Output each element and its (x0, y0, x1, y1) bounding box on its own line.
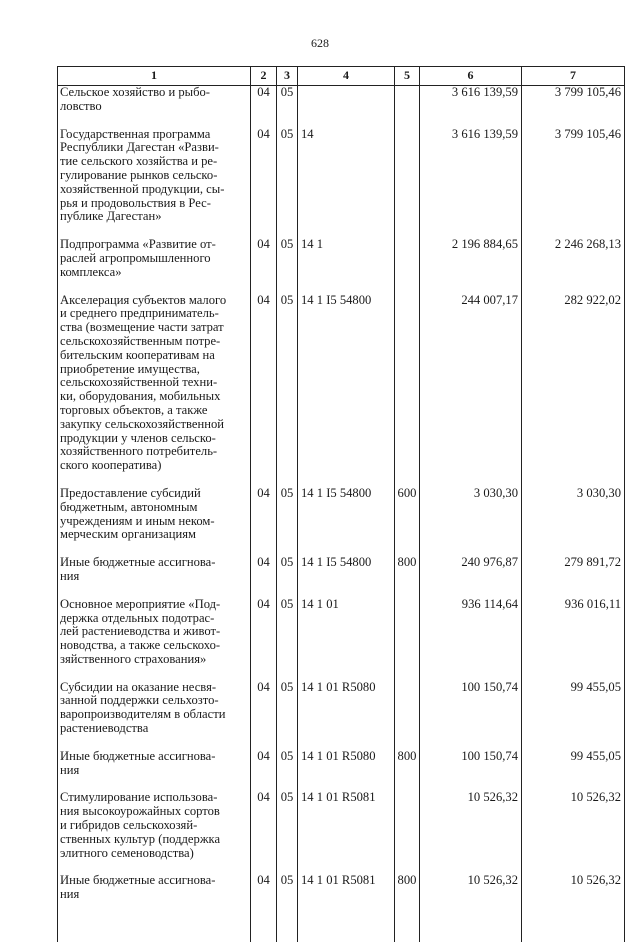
amount-year-1: 3 616 139,59 (420, 86, 522, 128)
expense-type-code (395, 128, 420, 239)
row-name (58, 598, 251, 681)
amount-year-1: 240 976,87 (420, 556, 522, 598)
row-name-line: Сельское хозяйство и рыбо- (60, 85, 210, 99)
col-header-3: 3 (277, 67, 298, 86)
amount-year-2: 279 891,72 (522, 556, 625, 598)
row-name-line: приобретение имущества, (60, 362, 200, 376)
amount-year-1: 244 007,17 (420, 294, 522, 487)
col-header-5: 5 (395, 67, 420, 86)
amount-year-2: 3 799 105,46 (522, 128, 625, 239)
target-article-code: 14 1 I5 54800 (298, 556, 395, 598)
amount-year-2: 3 030,30 (522, 487, 625, 556)
amount-year-2: 282 922,02 (522, 294, 625, 487)
row-name-line: ского кооператива) (60, 458, 161, 472)
amount-year-2: 10 526,32 (522, 791, 625, 874)
row-name-line: занной поддержки сельхозто- (60, 693, 219, 707)
row-name-line: Предоставление субсидий (60, 486, 201, 500)
col-header-6: 6 (420, 67, 522, 86)
table-body (58, 86, 625, 942)
subsection-code: 05 (277, 128, 298, 239)
row-name-line: бюджетным, автономным (60, 500, 197, 514)
row-name (58, 238, 251, 293)
target-article-code: 14 1 01 (298, 598, 395, 681)
target-article-code: 14 (298, 128, 395, 239)
row-name-line: и гибридов сельскохозяй- (60, 818, 197, 832)
expense-type-code: 800 (395, 874, 420, 916)
table-row (58, 294, 625, 487)
page-number: 628 (0, 36, 640, 51)
target-article-code: 14 1 (298, 238, 395, 293)
budget-table (57, 66, 625, 942)
table-row (58, 598, 625, 681)
row-name-line: держка отдельных подотрас- (60, 611, 214, 625)
empty-cell (395, 916, 420, 942)
col-header-7: 7 (522, 67, 625, 86)
row-name-line: ственных культур (поддержка (60, 832, 220, 846)
row-name-line: тие сельского хозяйства и ре- (60, 154, 217, 168)
subsection-code: 05 (277, 750, 298, 792)
subsection-code: 05 (277, 556, 298, 598)
expense-type-code (395, 294, 420, 487)
table-row (58, 86, 625, 128)
section-code: 04 (251, 874, 277, 916)
row-name-line: публике Дагестан» (60, 209, 162, 223)
expense-type-code (395, 681, 420, 750)
row-name-line: гулирование рынков сельско- (60, 168, 217, 182)
amount-year-1: 3 030,30 (420, 487, 522, 556)
section-code: 04 (251, 86, 277, 128)
target-article-code: 14 1 I5 54800 (298, 487, 395, 556)
row-name-line: ства (возмещение части затрат (60, 320, 224, 334)
table-row (58, 750, 625, 792)
section-code: 04 (251, 598, 277, 681)
row-name-line: Иные бюджетные ассигнова- (60, 873, 215, 887)
col-header-2: 2 (251, 67, 277, 86)
target-article-code: 14 1 I5 54800 (298, 294, 395, 487)
row-name (58, 86, 251, 128)
target-article-code: 14 1 01 R5080 (298, 750, 395, 792)
row-name-line: ния (60, 887, 79, 901)
col-header-4: 4 (298, 67, 395, 86)
subsection-code: 05 (277, 86, 298, 128)
table-row (58, 487, 625, 556)
empty-cell (58, 916, 251, 942)
amount-year-2: 99 455,05 (522, 750, 625, 792)
row-name (58, 681, 251, 750)
target-article-code (298, 86, 395, 128)
amount-year-1: 3 616 139,59 (420, 128, 522, 239)
amount-year-2: 936 016,11 (522, 598, 625, 681)
row-name-line: комплекса» (60, 265, 122, 279)
row-name-line: закупку сельскохозяйственной (60, 417, 224, 431)
row-name-line: мерческим организациям (60, 527, 196, 541)
row-name-line: зяйственного страхования» (60, 652, 206, 666)
amount-year-1: 2 196 884,65 (420, 238, 522, 293)
row-name-line: ния (60, 763, 79, 777)
header-row (58, 67, 625, 86)
row-name-line: ловство (60, 99, 102, 113)
amount-year-2: 3 799 105,46 (522, 86, 625, 128)
row-name-line: Основное мероприятие «Под- (60, 597, 220, 611)
section-code: 04 (251, 791, 277, 874)
row-name-line: Субсидии на оказание несвя- (60, 680, 216, 694)
empty-cell (251, 916, 277, 942)
row-name-line: Акселерация субъектов малого (60, 293, 226, 307)
row-name-line: торговых объектов, а также (60, 403, 207, 417)
row-name (58, 750, 251, 792)
target-article-code: 14 1 01 R5081 (298, 874, 395, 916)
expense-type-code: 800 (395, 556, 420, 598)
subsection-code: 05 (277, 791, 298, 874)
row-name-line: раслей агропромышленного (60, 251, 211, 265)
empty-cell (420, 916, 522, 942)
row-name (58, 294, 251, 487)
row-name-line: лей растениеводства и живот- (60, 624, 220, 638)
subsection-code: 05 (277, 294, 298, 487)
section-code: 04 (251, 128, 277, 239)
row-name-line: и среднего предприниматель- (60, 306, 219, 320)
table-row (58, 556, 625, 598)
table-row (58, 238, 625, 293)
amount-year-2: 2 246 268,13 (522, 238, 625, 293)
row-name-line: Иные бюджетные ассигнова- (60, 749, 215, 763)
row-name-line: Республики Дагестан «Разви- (60, 140, 219, 154)
amount-year-1: 100 150,74 (420, 681, 522, 750)
target-article-code: 14 1 01 R5081 (298, 791, 395, 874)
row-name-line: Государственная программа (60, 127, 210, 141)
expense-type-code: 600 (395, 487, 420, 556)
col-header-1: 1 (58, 67, 251, 86)
amount-year-1: 100 150,74 (420, 750, 522, 792)
expense-type-code (395, 598, 420, 681)
row-name-line: хозяйственного потребитель- (60, 444, 217, 458)
section-code: 04 (251, 556, 277, 598)
row-name-line: учреждениям и иным неком- (60, 514, 215, 528)
row-name-line: продукции у членов сельско- (60, 431, 216, 445)
expense-type-code (395, 238, 420, 293)
section-code: 04 (251, 750, 277, 792)
row-name-line: хозяйственной продукции, сы- (60, 182, 224, 196)
table-row (58, 128, 625, 239)
row-name-line: Иные бюджетные ассигнова- (60, 555, 215, 569)
empty-cell (522, 916, 625, 942)
expense-type-code (395, 86, 420, 128)
row-name-line: Подпрограмма «Развитие от- (60, 237, 216, 251)
empty-cell (298, 916, 395, 942)
subsection-code: 05 (277, 487, 298, 556)
section-code: 04 (251, 294, 277, 487)
amount-year-1: 10 526,32 (420, 874, 522, 916)
row-name (58, 487, 251, 556)
section-code: 04 (251, 487, 277, 556)
expense-type-code (395, 791, 420, 874)
subsection-code: 05 (277, 238, 298, 293)
amount-year-2: 10 526,32 (522, 874, 625, 916)
subsection-code: 05 (277, 681, 298, 750)
amount-year-1: 936 114,64 (420, 598, 522, 681)
row-name-line: варопроизводителям в области (60, 707, 225, 721)
row-name-line: рья и продовольствия в Рес- (60, 196, 211, 210)
row-name-line: бительским кооперативам на (60, 348, 215, 362)
row-name-line: растениеводства (60, 721, 148, 735)
section-code: 04 (251, 238, 277, 293)
row-name-line: сельскохозяйственным потре- (60, 334, 220, 348)
row-name-line: ния высокоурожайных сортов (60, 804, 220, 818)
row-name-line: элитного семеноводства) (60, 846, 194, 860)
table-row (58, 791, 625, 874)
amount-year-2: 99 455,05 (522, 681, 625, 750)
table-continuation (58, 916, 625, 942)
expense-type-code: 800 (395, 750, 420, 792)
row-name-line: новодства, а также сельскохо- (60, 638, 220, 652)
row-name (58, 874, 251, 916)
subsection-code: 05 (277, 598, 298, 681)
section-code: 04 (251, 681, 277, 750)
row-name (58, 791, 251, 874)
row-name-line: ки, оборудования, мобильных (60, 389, 220, 403)
target-article-code: 14 1 01 R5080 (298, 681, 395, 750)
row-name (58, 556, 251, 598)
row-name-line: Стимулирование использова- (60, 790, 217, 804)
subsection-code: 05 (277, 874, 298, 916)
row-name (58, 128, 251, 239)
empty-cell (277, 916, 298, 942)
table-row (58, 874, 625, 916)
amount-year-1: 10 526,32 (420, 791, 522, 874)
row-name-line: сельскохозяйственной техни- (60, 375, 217, 389)
table-row (58, 681, 625, 750)
row-name-line: ния (60, 569, 79, 583)
